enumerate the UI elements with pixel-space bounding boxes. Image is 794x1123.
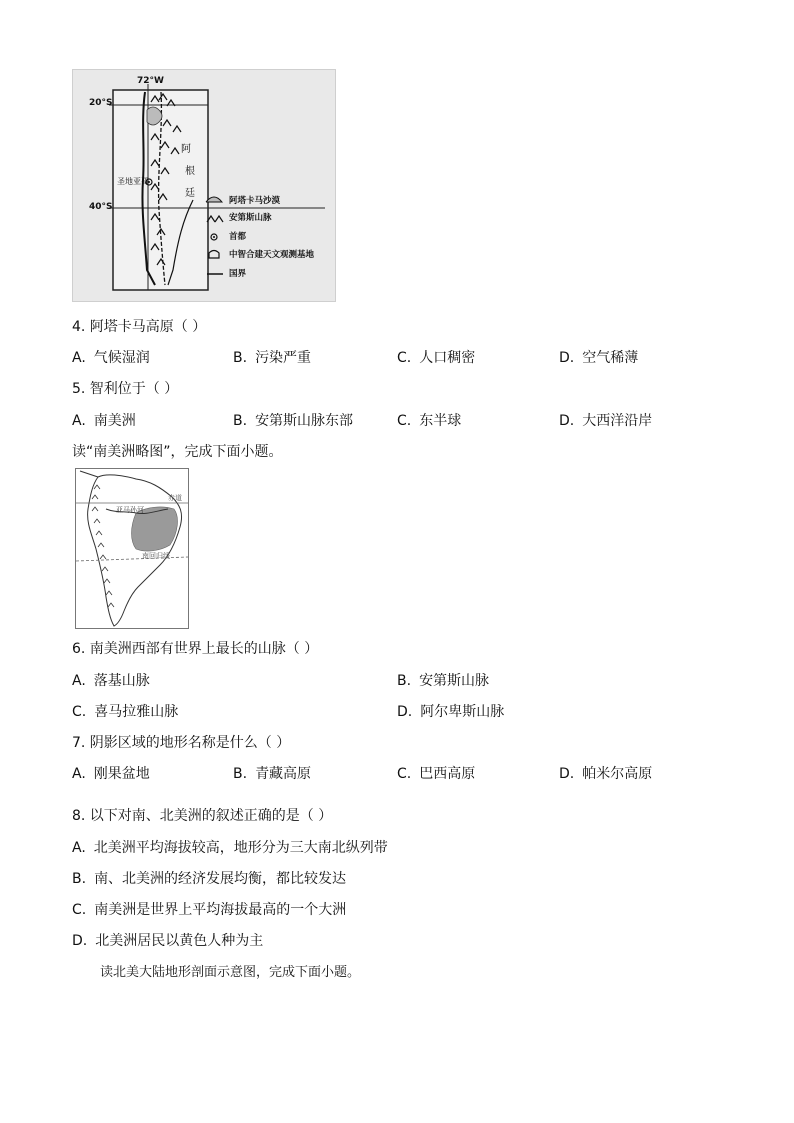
q7-option-a[interactable]: A. 刚果盆地 [72, 766, 150, 782]
q4-option-c[interactable]: C. 人口稠密 [397, 350, 476, 366]
mountain-icon [207, 216, 223, 222]
q6-option-b[interactable]: B. 安第斯山脉 [397, 673, 490, 689]
legend-label-mountain: 安第斯山脉 [229, 213, 272, 223]
legend-label-observatory: 中智合建天文观测基地 [229, 250, 315, 260]
country-char-2: 根 [185, 166, 195, 177]
river-label: 亚马孙河 [116, 506, 144, 514]
q8-option-d[interactable]: D. 北美洲居民以黄色人种为主 [72, 933, 264, 949]
q4-stem: 4. 阿塔卡马高原（ ） [72, 319, 207, 335]
q5-option-c[interactable]: C. 东半球 [397, 413, 462, 429]
q7-stem: 7. 阴影区域的地形名称是什么（ ） [72, 735, 291, 751]
q8-option-b[interactable]: B. 南、北美洲的经济发展均衡，都比较发达 [72, 871, 347, 887]
equator-label: 赤道 [168, 494, 182, 502]
lat-label-20s: 20°S [89, 98, 113, 108]
observatory-icon [209, 251, 219, 259]
q7-option-d[interactable]: D. 帕米尔高原 [559, 766, 653, 782]
intro-north-america-profile: 读北美大陆地形剖面示意图，完成下面小题。 [100, 965, 361, 980]
q5-stem: 5. 智利位于（ ） [72, 381, 179, 397]
q5-option-a[interactable]: A. 南美洲 [72, 413, 136, 429]
tropic-label: 南回归线 [142, 552, 170, 560]
legend-label-border: 国界 [229, 269, 247, 279]
lon-label-72w: 72°W [137, 76, 164, 86]
q4-option-b[interactable]: B. 污染严重 [233, 350, 312, 366]
q5-option-b[interactable]: B. 安第斯山脉东部 [233, 413, 354, 429]
q6-option-d[interactable]: D. 阿尔卑斯山脉 [397, 704, 505, 720]
q4-option-a[interactable]: A. 气候湿润 [72, 350, 150, 366]
q7-option-c[interactable]: C. 巴西高原 [397, 766, 476, 782]
legend-label-desert: 阿塔卡马沙漠 [229, 196, 281, 206]
q6-stem: 6. 南美洲西部有世界上最长的山脉（ ） [72, 641, 319, 657]
south-america-map-figure [75, 468, 189, 629]
q6-option-c[interactable]: C. 喜马拉雅山脉 [72, 704, 179, 720]
q6-option-a[interactable]: A. 落基山脉 [72, 673, 150, 689]
q8-option-a[interactable]: A. 北美洲平均海拔较高，地形分为三大南北纵列带 [72, 840, 388, 856]
q8-option-c[interactable]: C. 南美洲是世界上平均海拔最高的一个大洲 [72, 902, 347, 918]
intro-south-america-map: 读“南美洲略图”，完成下面小题。 [72, 444, 283, 460]
q5-option-d[interactable]: D. 大西洋沿岸 [559, 413, 653, 429]
q7-option-b[interactable]: B. 青藏高原 [233, 766, 312, 782]
city-label: 圣地亚哥 [117, 177, 149, 186]
country-char-1: 阿 [181, 144, 191, 155]
lat-label-40s: 40°S [89, 202, 113, 212]
country-char-3: 廷 [185, 188, 195, 199]
legend-label-capital: 首都 [229, 232, 247, 242]
chile-map-figure [72, 69, 336, 302]
q4-option-d[interactable]: D. 空气稀薄 [559, 350, 639, 366]
q8-stem: 8. 以下对南、北美洲的叙述正确的是（ ） [72, 808, 333, 824]
